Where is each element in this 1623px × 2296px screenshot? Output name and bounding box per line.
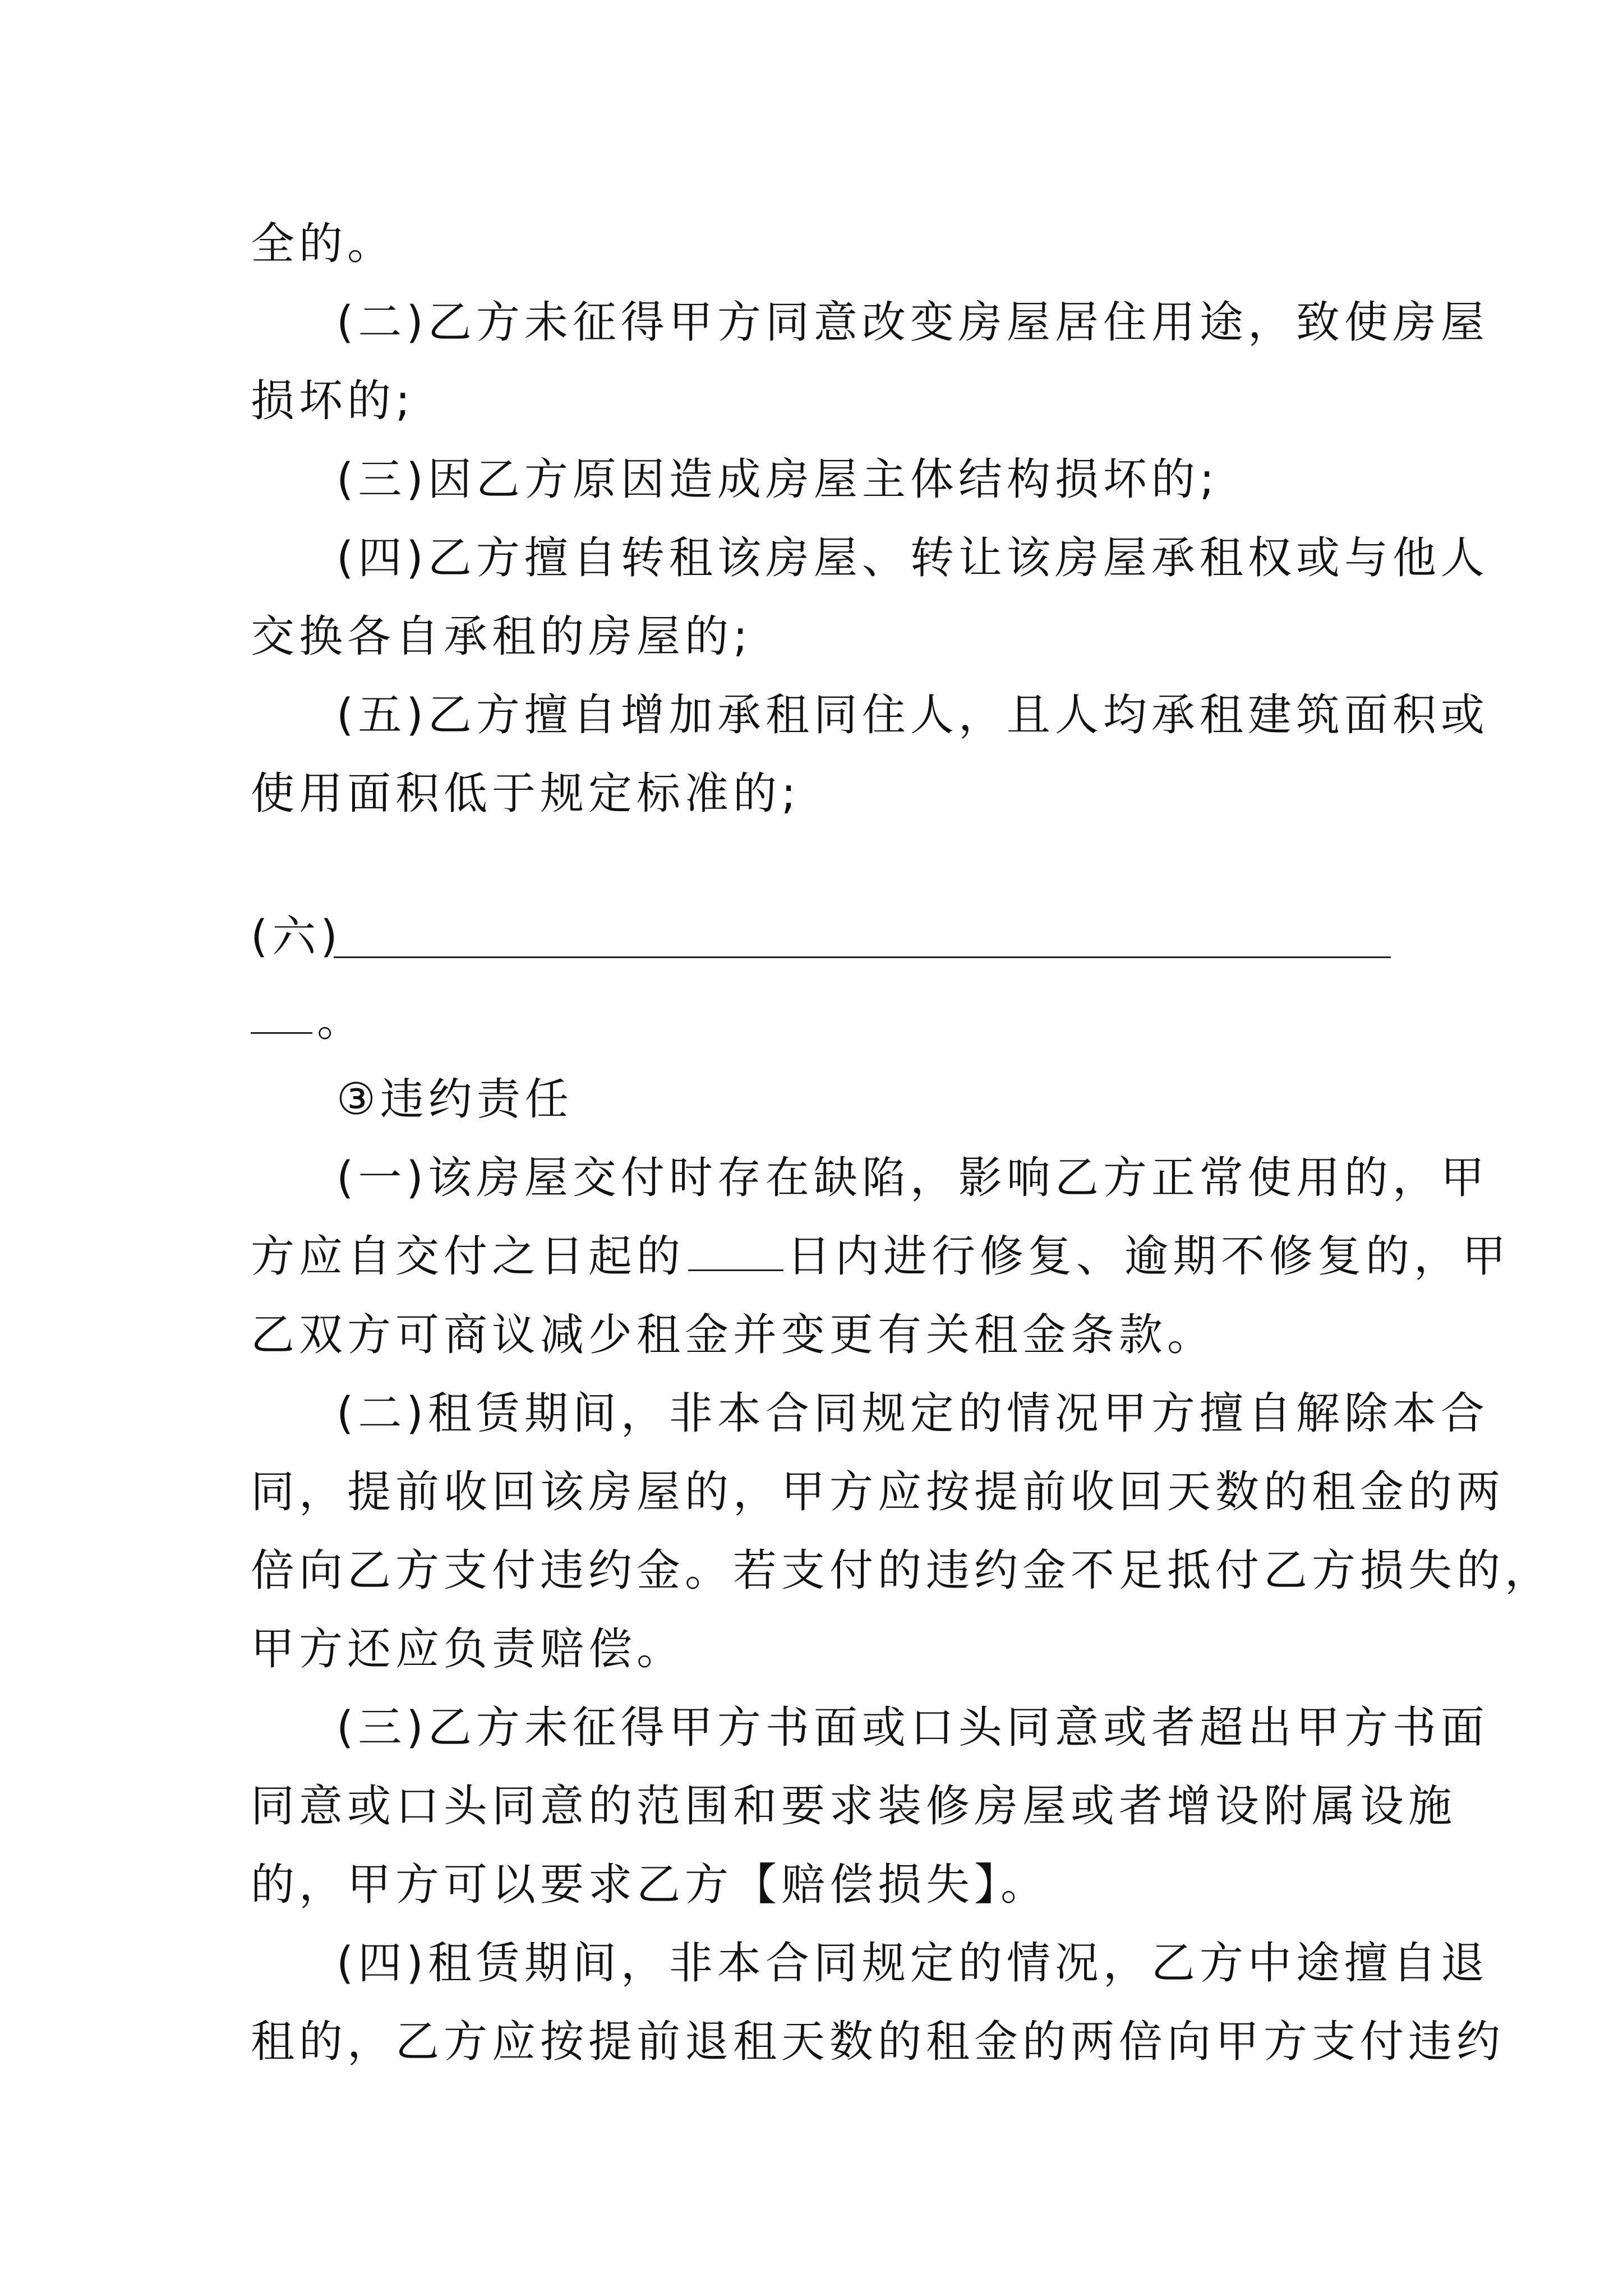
text-line: 倍向乙方支付违约金。若支付的违约金不足抵付乙方损失的， — [251, 1545, 1553, 1596]
text-line — [251, 1228, 1511, 1285]
text-line: 。 — [317, 996, 366, 1046]
text-line: 交换各自承租的房屋的; — [251, 611, 753, 662]
fill-in-blank — [251, 1032, 312, 1034]
text-line: (二)乙方未征得甲方同意改变房屋居住用途，致使房屋 — [336, 297, 1489, 348]
text-line: 损坏的; — [251, 376, 415, 426]
text-line: (四)租赁期间，非本合同规定的情况，乙方中途擅自退 — [336, 1938, 1489, 1989]
fill-in-blank — [334, 956, 1391, 958]
text-line: (三)因乙方原因造成房屋主体结构损坏的; — [336, 454, 1219, 505]
text-segment: 日内进行修复、逾期不修复的，甲 — [787, 1231, 1511, 1282]
text-line: 同，提前收回该房屋的，甲方应按提前收回天数的租金的两 — [251, 1467, 1505, 1517]
text-segment: 方应自交付之日起的 — [251, 1231, 685, 1282]
text-line: 同意或口头同意的范围和要求装修房屋或者增设附属设施 — [251, 1781, 1457, 1832]
text-line: 租的，乙方应按提前退租天数的租金的两倍向甲方支付违约 — [251, 2017, 1505, 2067]
text-line: (五)乙方擅自增加承租同住人，且人均承租建筑面积或 — [336, 690, 1489, 740]
text-line: 甲方还应负责赔偿。 — [251, 1624, 685, 1674]
text-line: (四)乙方擅自转租该房屋、转让该房屋承租权或与他人 — [336, 533, 1489, 583]
text-line: (三)乙方未征得甲方书面或口头同意或者超出甲方书面 — [336, 1703, 1489, 1753]
text-line: (二)租赁期间，非本合同规定的情况甲方擅自解除本合 — [336, 1388, 1489, 1439]
text-line: 的，甲方可以要求乙方【赔偿损失】。 — [251, 1860, 1049, 1910]
text-line: 全的。 — [251, 219, 396, 269]
fill-in-blank — [688, 1234, 783, 1271]
section-heading: ③违约责任 — [336, 1074, 573, 1125]
text-line: 使用面积低于规定标准的; — [251, 769, 801, 819]
text-line: (一)该房屋交付时存在缺陷，影响乙方正常使用的，甲 — [336, 1153, 1489, 1203]
text-line: 乙双方可商议减少租金并变更有关租金条款。 — [251, 1310, 1216, 1360]
text-line: (六) — [251, 912, 342, 962]
